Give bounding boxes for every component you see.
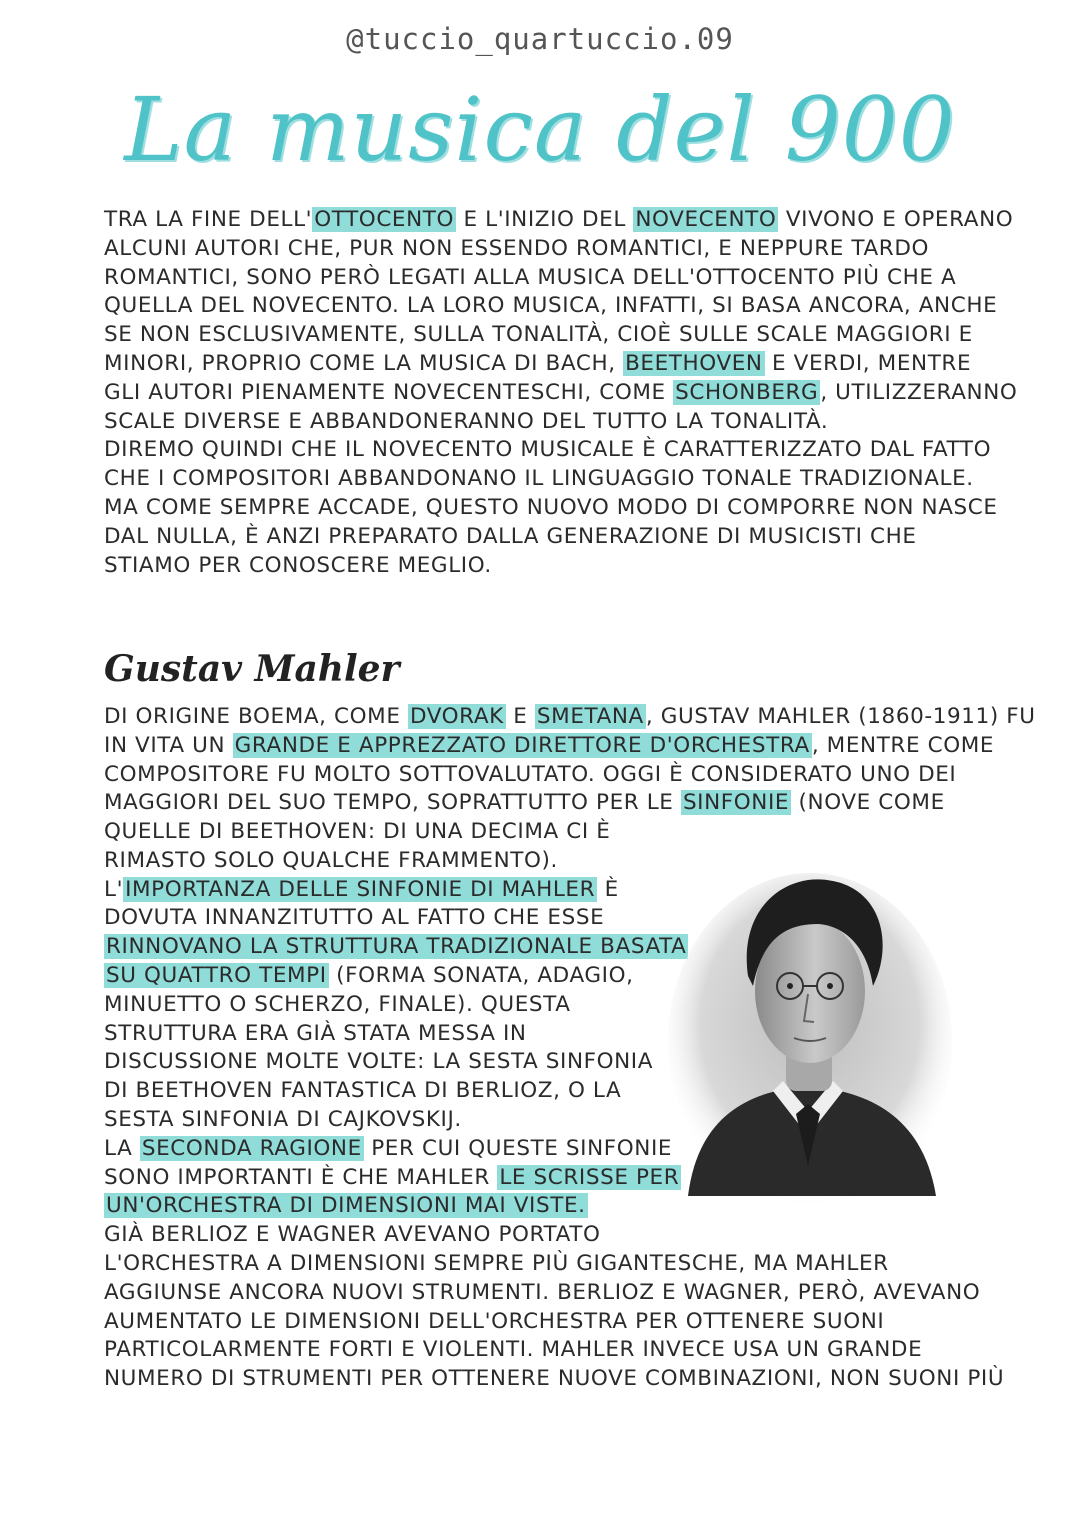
text-line [104,494,1017,523]
text-segment: DI ORIGINE BOEMA, COME [104,704,408,729]
page-title: La musica del 900 [124,78,956,181]
text-segment: QUELLA DEL NOVECENTO. LA LORO MUSICA, INFATTI, SI BASA ANCORA, ANCHE [104,293,998,319]
text-segment: MINUETTO O SCHERZO, FINALE). QUESTA [104,991,571,1017]
text-line [104,1365,1004,1394]
text-line [104,761,1036,790]
text-line [104,206,1017,235]
text-segment: PARTICOLARMENTE FORTI E VIOLENTI. MAHLER INVECE USA UN GRANDE [104,1337,923,1363]
text-segment: ROMANTICI, SONO PERÒ LEGATI ALLA MUSICA DELL'OTTOCENTO PIÙ CHE A [104,264,957,290]
text-segment: E VERDI, MENTRE [764,350,972,376]
text-segment: , UTILIZZERANNO [820,379,1018,405]
text-line [104,876,688,905]
highlighted-text: IMPORTANZA DELLE SINFONIE DI MAHLER [125,876,596,902]
text-segment: PER CUI QUESTE SINFONIE [363,1135,673,1161]
text-line [104,732,1036,761]
text-line [104,436,1017,465]
text-line [104,523,1017,552]
text-segment: GIÀ BERLIOZ E WAGNER AVEVANO PORTATO [104,1222,601,1248]
mahler-paragraph-bottom [104,1250,1004,1394]
author-handle: @tuccio_quartuccio.09 [346,22,734,56]
text-segment: (NOVE COME [791,790,945,816]
mahler-paragraph-top [104,703,1036,818]
text-segment: DI BEETHOVEN FANTASTICA DI BERLIOZ, O LA [104,1078,622,1104]
text-line [104,1106,688,1135]
highlighted-text: UN'ORCHESTRA DI DIMENSIONI MAI VISTE. [106,1193,586,1219]
text-line [104,789,1036,818]
text-segment: (FORMA SONATA, ADAGIO, [328,962,634,988]
text-segment: AGGIUNSE ANCORA NUOVI STRUMENTI. BERLIOZ E WAGNER, PERÒ, AVEVANO [104,1279,981,1305]
text-line [104,1336,1004,1365]
highlighted-text: BEETHOVEN [625,350,763,376]
text-line [104,1135,688,1164]
text-segment: QUELLE DI BEETHOVEN: DI UNA DECIMA CI È [104,819,611,844]
text-line [104,552,1017,581]
text-segment: SCALE DIVERSE E ABBANDONERANNO DEL TUTTO LA TONALITÀ. [104,408,829,434]
highlighted-text: NOVECENTO [635,207,777,232]
text-line [104,321,1017,350]
text-line [104,991,688,1020]
text-line [104,847,688,876]
text-segment: IN VITA UN [104,732,233,758]
text-segment: SE NON ESCLUSIVAMENTE, SULLA TONALITÀ, CIOÈ SULLE SCALE MAGGIORI E [104,322,973,348]
text-segment: L' [104,876,124,902]
highlighted-text: SMETANA [536,704,644,729]
text-line [104,379,1017,408]
text-line [104,904,688,933]
text-segment: TRA LA FINE DELL' [104,207,313,232]
highlighted-text: RINNOVANO LA STRUTTURA TRADIZIONALE BASATA [106,934,687,960]
text-segment: VIVONO E OPERANO [778,207,1014,232]
highlighted-text: SECONDA RAGIONE [141,1135,362,1161]
highlighted-text: DVORAK [409,704,504,729]
text-segment: E L'INIZIO DEL [456,207,634,232]
text-line [104,1164,688,1193]
text-line [104,962,688,991]
text-line [104,1221,688,1250]
text-segment: AUMENTATO LE DIMENSIONI DELL'ORCHESTRA PER OTTENERE SUONI [104,1308,885,1334]
text-line [104,465,1017,494]
mahler-portrait-photo [668,866,953,1206]
highlighted-text: GRANDE E APPREZZATO DIRETTORE D'ORCHESTRA [234,732,810,758]
text-line [104,818,688,847]
text-segment: STRUTTURA ERA GIÀ STATA MESSA IN [104,1020,527,1046]
text-line [104,1077,688,1106]
text-line [104,350,1017,379]
text-segment: DIREMO QUINDI CHE IL NOVECENTO MUSICALE È CARATTERIZZATO DAL FATTO [104,437,992,463]
text-segment: , GUSTAV MAHLER (1860-1911) FU [645,704,1036,729]
text-segment: SESTA SINFONIA DI CAJKOVSKIJ. [104,1106,462,1132]
text-line [104,933,688,962]
text-segment: È [597,876,619,902]
text-line [104,1192,688,1221]
text-line [104,235,1017,264]
text-line [104,1048,688,1077]
text-segment: E [505,704,535,729]
section-heading-mahler: Gustav Mahler [104,648,400,690]
text-segment: L'ORCHESTRA A DIMENSIONI SEMPRE PIÙ GIGANTESCHE, MA MAHLER [104,1251,889,1276]
intro-paragraph [104,206,1017,580]
text-segment: DAL NULLA, È ANZI PREPARATO DALLA GENERAZIONE DI MUSICISTI CHE [104,523,917,549]
text-segment: , MENTRE COME [811,732,995,758]
text-line [104,292,1017,321]
text-line [104,1020,688,1049]
text-segment: NUMERO DI STRUMENTI PER OTTENERE NUOVE COMBINAZIONI, NON SUONI PIÙ [104,1366,1005,1392]
highlighted-text: SCHONBERG [675,379,819,405]
highlighted-text: OTTOCENTO [314,207,455,232]
text-segment: DOVUTA INNANZITUTTO AL FATTO CHE ESSE [104,905,605,931]
text-segment: DISCUSSIONE MOLTE VOLTE: LA SESTA SINFONIA [104,1049,654,1075]
text-line [104,1250,1004,1279]
text-segment: COMPOSITORE FU MOLTO SOTTOVALUTATO. OGGI È CONSIDERATO UNO DEI [104,761,957,787]
highlighted-text: SU QUATTRO TEMPI [106,962,327,988]
text-segment: ALCUNI AUTORI CHE, PUR NON ESSENDO ROMANTICI, E NEPPURE TARDO [104,235,929,261]
text-line [104,1279,1004,1308]
text-segment: GLI AUTORI PIENAMENTE NOVECENTESCHI, COME [104,379,674,405]
text-segment: MAGGIORI DEL SUO TEMPO, SOPRATTUTTO PER LE [104,790,681,816]
mahler-paragraph-left [104,818,688,1250]
highlighted-text: LE SCRISSE PER [499,1164,680,1190]
text-segment: SONO IMPORTANTI È CHE MAHLER [104,1164,498,1190]
text-segment: MINORI, PROPRIO COME LA MUSICA DI BACH, [104,350,624,376]
text-line [104,703,1036,732]
text-segment: RIMASTO SOLO QUALCHE FRAMMENTO). [104,847,558,873]
text-segment: LA [104,1135,140,1161]
text-segment: CHE I COMPOSITORI ABBANDONANO IL LINGUAGGIO TONALE TRADIZIONALE. [104,466,974,492]
highlighted-text: SINFONIE [682,790,790,816]
text-line [104,408,1017,437]
text-line [104,264,1017,293]
text-segment: MA COME SEMPRE ACCADE, QUESTO NUOVO MODO DI COMPORRE NON NASCE [104,494,998,520]
text-line [104,1308,1004,1337]
text-segment: STIAMO PER CONOSCERE MEGLIO. [104,552,492,578]
